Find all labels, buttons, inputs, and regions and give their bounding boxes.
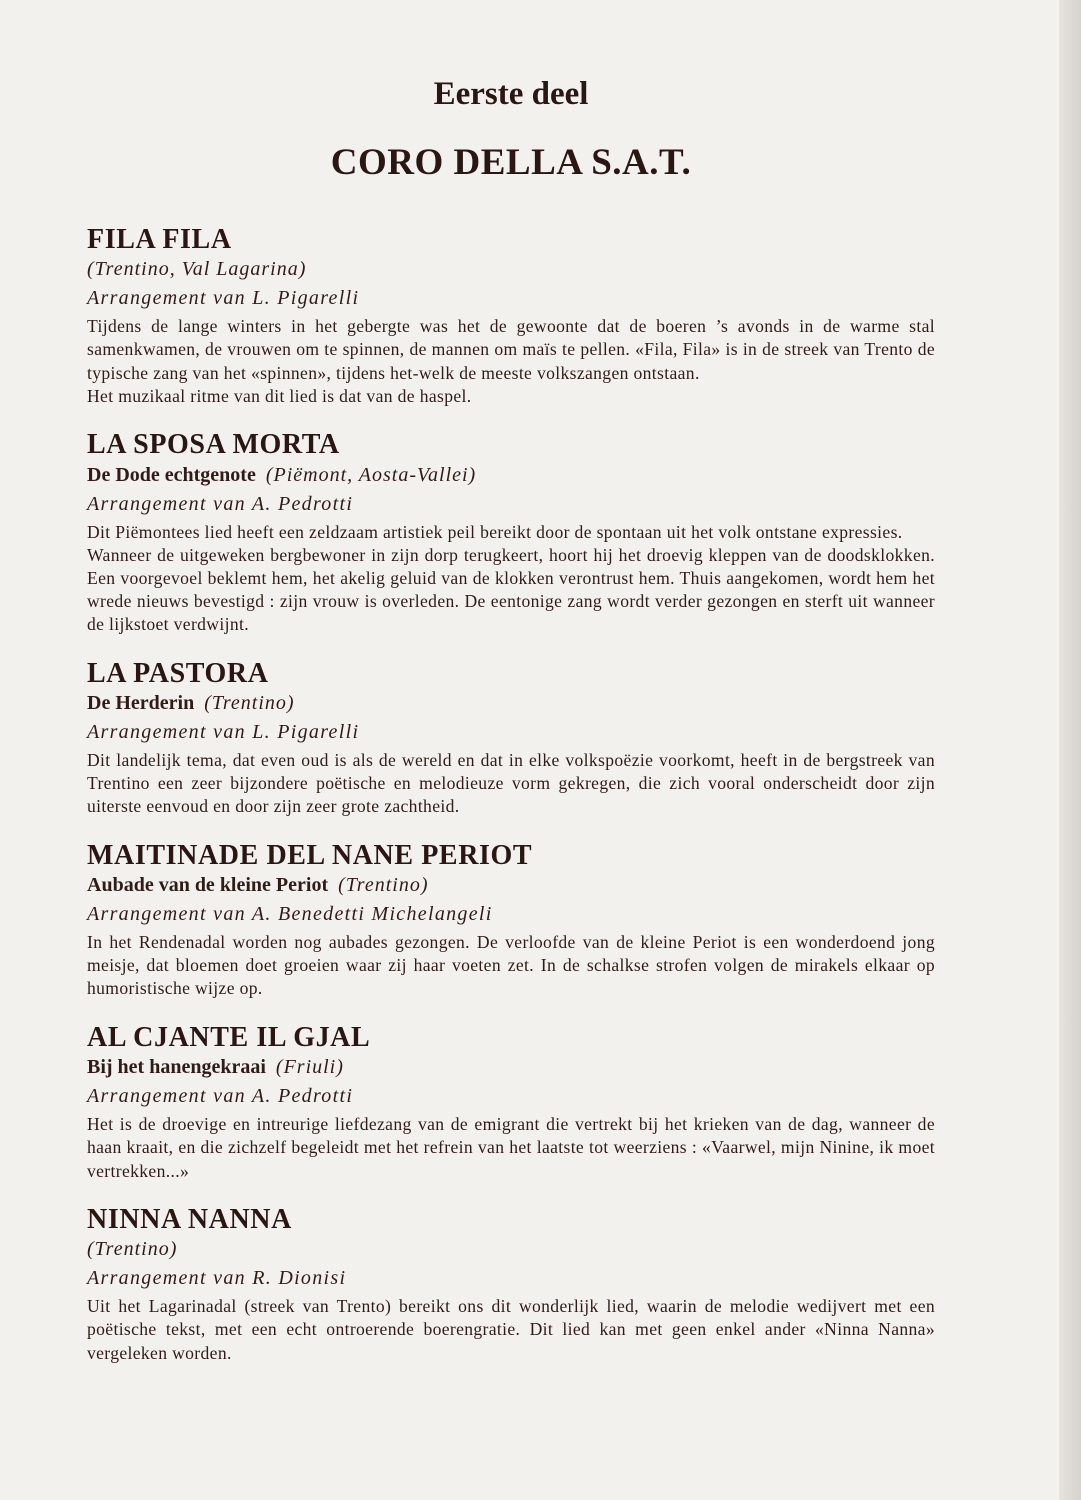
song-title: FILA FILA	[87, 223, 232, 255]
song-region: (Trentino)	[204, 691, 295, 714]
song-entry	[87, 225, 935, 408]
description-paragraph: Wanneer de uitgeweken bergbewoner in zijn dorp terugkeert, hoort hij het droevig kleppen van de doodsklokken. Een voorgevoel beklemt hem, het akelig geluid van de klokken verontrust hem. Thuis aangekomen, wordt hem het wrede nieuws bevestigd : zijn vrouw is overleden. De eentonige zang wordt verder gezongen en sterft uit wanneer de lijkstoet verdwijnt.	[87, 544, 935, 635]
song-entry	[87, 430, 935, 636]
song-arrangement: Arrangement van L. Pigarelli	[87, 720, 360, 743]
song-subtitle	[87, 462, 935, 489]
song-region: (Trentino)	[87, 1238, 178, 1261]
song-subtitle	[87, 256, 935, 283]
song-title: NINNA NANNA	[87, 1203, 292, 1235]
description-paragraph: Tijdens de lange winters in het gebergte was het de gewoonte dat de boeren ’s avonds in de warme stal samenkwamen, de vrouwen om te spinnen, de mannen om maïs te pellen. «Fila, Fila» is in de streek van Trento de typische zang van het «spinnen», tijdens het-welk de meeste volkszangen ontstaan.	[87, 316, 935, 383]
song-description	[87, 1295, 935, 1365]
part-title: Eerste deel	[433, 76, 589, 112]
song-title: LA SPOSA MORTA	[87, 429, 340, 461]
song-region: (Trentino, Val Lagarina)	[87, 258, 307, 281]
song-title: AL CJANTE IL GJAL	[87, 1021, 371, 1053]
song-subtitle	[87, 872, 935, 899]
page-edge-shadow	[1059, 0, 1081, 1500]
song-dutch-title: Bij het hanengekraai	[87, 1056, 266, 1079]
song-arrangement: Arrangement van R. Dionisi	[87, 1267, 347, 1290]
song-arrangement: Arrangement van A. Benedetti Michelangeli	[87, 903, 493, 926]
description-paragraph: Uit het Lagarinadal (streek van Trento) bereikt ons dit wonderlijk lied, waarin de melodie wedijvert met een poëtische tekst, met een echt ontroerende boerengratie. Dit lied kan met geen enkel ander «Ninna Nanna» vergeleken worden.	[87, 1296, 935, 1363]
description-paragraph: Dit landelijk tema, dat even oud is als de wereld en dat in elke volkspoëzie voorkomt, heeft in de bergstreek van Trentino een zeer bijzondere poëtische en melodieuze vorm gekregen, die zich vooral onderscheidt door zijn uiterste eenvoud en door zijn zeer grote zachtheid.	[87, 749, 935, 817]
song-subtitle	[87, 1054, 935, 1081]
song-entry	[87, 1205, 935, 1365]
song-entry	[87, 841, 935, 1001]
song-entry	[87, 659, 935, 819]
song-dutch-title: Aubade van de kleine Periot	[87, 874, 329, 897]
song-region: (Piëmont, Aosta-Vallei)	[265, 463, 477, 486]
page-content	[87, 62, 935, 1365]
song-subtitle	[87, 1236, 935, 1263]
song-region: (Trentino)	[338, 874, 429, 897]
song-entry	[87, 1023, 935, 1183]
description-paragraph: Het muzikaal ritme van dit lied is dat van de haspel.	[87, 385, 472, 406]
song-subtitle	[87, 690, 935, 717]
song-dutch-title: De Herderin	[87, 691, 195, 714]
song-description	[87, 1113, 935, 1183]
description-paragraph: Dit Piëmontees lied heeft een zeldzaam artistiek peil bereikt door de spontaan uit het volk ontstane expressies.	[87, 521, 903, 542]
song-arrangement: Arrangement van L. Pigarelli	[87, 287, 360, 310]
song-region: (Friuli)	[275, 1056, 344, 1079]
choir-title: CORO DELLA S.A.T.	[330, 142, 692, 184]
song-arrangement: Arrangement van A. Pedrotti	[87, 1085, 354, 1108]
description-paragraph: In het Rendenadal worden nog aubades gezongen. De verloofde van de kleine Periot is een wonderdoend jong meisje, dat bloemen doet groeien waar zij haar voeten zet. In de schalkse strofen volgen de mirakels elkaar op humoristische wijze op.	[87, 932, 935, 999]
song-title: MAITINADE DEL NANE PERIOT	[87, 839, 533, 871]
description-paragraph: Het is de droevige en intreurige liefdezang van de emigrant die vertrekt bij het krieken van de dag, wanneer de haan kraait, en die zichzelf begeleidt met het refrein van het laatste tot weerziens : «Vaarwel, mijn Ninine, ik moet vertrekken...»	[87, 1114, 935, 1181]
song-description	[87, 315, 935, 408]
song-arrangement: Arrangement van A. Pedrotti	[87, 492, 354, 515]
song-description	[87, 749, 935, 819]
song-title: LA PASTORA	[87, 657, 269, 689]
song-description	[87, 931, 935, 1001]
song-description	[87, 521, 935, 637]
song-dutch-title: De Dode echtgenote	[87, 463, 256, 486]
